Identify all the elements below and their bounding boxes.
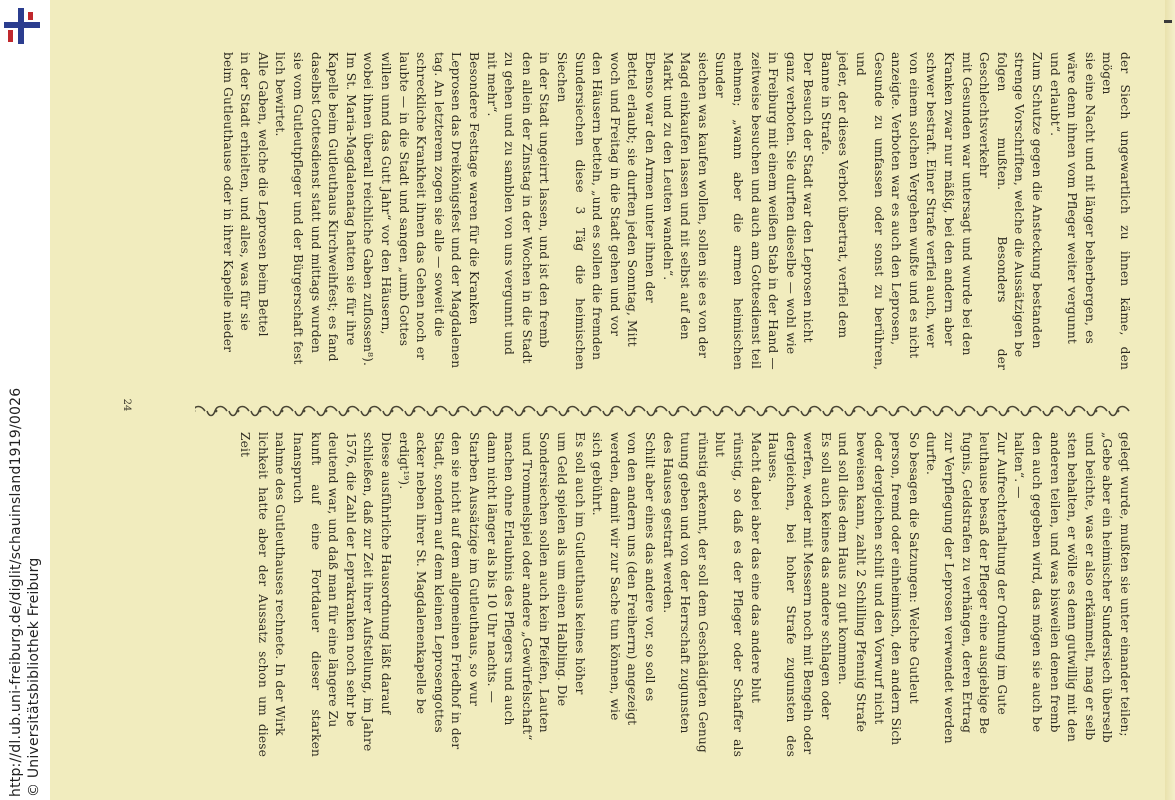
text-line: den allein der Zinstag in der Wochen in die Stadt bbox=[519, 52, 534, 364]
ornament-dot bbox=[787, 410, 790, 413]
text-line: tuung geben und von der Herrschaft zugunsten bbox=[678, 432, 693, 734]
text-line: in der Stadt ungeirrt lassen, und ist den fremb bbox=[537, 52, 552, 348]
text-line: Kapelle beim Gutleuthaus Kirchweihfest; es fand bbox=[326, 52, 341, 362]
text-column-left bbox=[8, 52, 1133, 370]
ornament-dot bbox=[1029, 410, 1032, 413]
ornament-dot bbox=[589, 410, 592, 413]
ornament-dot bbox=[303, 410, 306, 413]
text-line: sie vom Gutleutpfleger und der Bürgerschaft fest bbox=[291, 52, 306, 365]
ornament-dot bbox=[325, 410, 328, 413]
ornament-dot bbox=[677, 410, 680, 413]
text-line: person, fremd oder einheimisch, den andern Sich bbox=[889, 432, 904, 746]
text-line: So besagen die Satzungen: Welche Gutleut bbox=[906, 432, 921, 704]
text-line: 1576, die Zahl der Leprakranken noch sehr be bbox=[343, 432, 358, 727]
text-line: in der Stadt erhielten, und alles, was für sie bbox=[238, 52, 253, 331]
text-line: Der Besuch der Stadt war den Leprosen nicht bbox=[801, 52, 816, 343]
text-line: jeder, der dieses Verbot übertrat, verfiel dem bbox=[836, 52, 851, 339]
text-line: dann nicht länger als bis 10 Uhr nachts. — bbox=[484, 432, 499, 704]
text-line: nahme des Gutleuthauses rechnete. In der Wirk bbox=[273, 432, 288, 736]
text-line: um Geld spielen als um einen Halbling. Die bbox=[555, 432, 569, 707]
text-line: willen unnd das Gutt Jahr“ vor den Häusern, bbox=[379, 52, 394, 335]
text-line: acker neben ihrer St. Magdalenenkapelle be bbox=[414, 432, 429, 715]
text-line: Magd einkaufen lassen und nit selbst auf den bbox=[678, 52, 693, 340]
text-line: mit Gesunden war untersagt und wurde bei den bbox=[959, 52, 974, 356]
ornament-dot bbox=[611, 410, 614, 413]
ornament-dot bbox=[369, 410, 372, 413]
text-line: beim Gutleuthause oder in ihrer Kapelle nieder bbox=[220, 52, 235, 353]
ornament-dot bbox=[721, 410, 724, 413]
text-line: erdigt¹⁹). bbox=[396, 432, 411, 490]
text-line: zur Verpflegung der Leprosen verwendet werden bbox=[942, 432, 957, 744]
text-line: Banne in Strafe. bbox=[818, 52, 833, 155]
text-line: von den andern uns (den Freiherrn) angezeigt bbox=[625, 432, 640, 726]
text-line: und Trommelspiel oder andere „Gewürfelschaft“ bbox=[519, 432, 534, 741]
text-line: lichkeit hatte aber der Aussatz schon um diese Zeit bbox=[238, 432, 270, 757]
text-line: Starben Aussätzige im Gutleuthaus, so wur bbox=[467, 432, 482, 706]
ornament-dot bbox=[347, 410, 350, 413]
text-line: und beichte, was er also erkämmelt, mag er selb bbox=[1082, 432, 1097, 741]
text-line: ganz verboten. Sie durften dieselbe — wohl wie bbox=[783, 52, 798, 355]
text-line: Markt und zu den Leuten wandeln“. bbox=[660, 52, 675, 281]
text-line: Kranken zwar nur mäßig, bei den andern aber bbox=[942, 52, 957, 346]
ornament-dot bbox=[259, 410, 262, 413]
text-line: Stadt, sondern auf dem kleinen Leprosengottes bbox=[431, 432, 446, 733]
ornament-dot bbox=[809, 410, 812, 413]
ornament-dot bbox=[655, 410, 658, 413]
text-line: und erlaubt“. bbox=[1047, 52, 1062, 137]
text-line: dergleichen, bei hoher Strafe zugunsten des Hauses. bbox=[766, 432, 798, 757]
text-line: Schilt aber eines das andere vor, so soll es bbox=[642, 432, 657, 702]
text-line: Sundersiechen diese 3 Täg die heimischen Siechen bbox=[555, 52, 587, 370]
text-line: siechen was kaufen wollen, sollen sie es von der bbox=[695, 52, 710, 359]
text-line: kunft auf eine Fortdauer dieser starken Inanspruch bbox=[291, 432, 323, 757]
ornament-dot bbox=[963, 410, 966, 413]
scanned-page bbox=[50, 0, 1175, 800]
text-line: schließen, daß zur Zeit ihrer Aufstellung, im Jahre bbox=[361, 432, 376, 752]
ornament-dot bbox=[281, 410, 284, 413]
text-line: den sie nicht auf dem allgemeinen Friedhof in der bbox=[449, 432, 464, 750]
ornament-dot bbox=[875, 410, 878, 413]
text-line: sich gebührt. bbox=[590, 432, 605, 516]
text-line: Macht dabei aber das eine das andere blut bbox=[748, 432, 763, 704]
text-line: zu gehen und zu samblen von uns vergunnt und bbox=[502, 52, 517, 356]
ornament-dot bbox=[1095, 410, 1098, 413]
ornament-dot bbox=[1007, 410, 1010, 413]
text-line: und soll dies dem Haus zu gut kommen. bbox=[836, 432, 851, 685]
text-line: deutend war, und daß man für eine längere Zu bbox=[326, 432, 341, 728]
ornament-dot bbox=[435, 410, 438, 413]
ornament-dot bbox=[545, 410, 548, 413]
text-line: gelegt wurde, mußten sie unter einander teilen; bbox=[1118, 432, 1132, 737]
ornament-dot bbox=[919, 410, 922, 413]
text-line: wobei ihnen überall reichliche Gaben zuflossen⁸). bbox=[361, 52, 376, 367]
text-line: folgen mußten. Besonders der Geschlechtsverkehr bbox=[977, 52, 1009, 370]
ornament-dot bbox=[1117, 410, 1120, 413]
text-line: lich bewirtet. bbox=[273, 52, 288, 137]
ornament-dot bbox=[743, 410, 746, 413]
ornament-dot bbox=[941, 410, 944, 413]
text-line: nit mehr“. bbox=[484, 52, 499, 117]
column-divider-ornament bbox=[195, 404, 1135, 418]
ornament-dot bbox=[567, 410, 570, 413]
text-line: von einem solchen Vergehen wußte und es nicht bbox=[906, 52, 921, 359]
copyright-notice: © Universitätsbibliothek Freiburg bbox=[26, 557, 42, 797]
text-line: Sondersiechen sollen auch kein Pfeifen, Lauten bbox=[537, 432, 552, 733]
text-line: Im St. Maria-Magdalenatag hatten sie für ihre bbox=[343, 52, 358, 346]
text-line: des Hauses gestraft werden. bbox=[660, 432, 675, 614]
text-line: fugnis, Geldstrafen zu verhängen, deren Ertrag bbox=[959, 432, 974, 734]
text-line: Zum Schutze gegen die Ansteckung bestanden bbox=[1030, 52, 1045, 349]
text-line: schwer bestraft. Einer Strafe verfiel auch, wer bbox=[924, 52, 939, 348]
page-number: 24 bbox=[121, 398, 132, 412]
ornament-dot bbox=[765, 410, 768, 413]
text-line: der Siech ungewartlich zu ihnen käme, den mögen bbox=[1100, 52, 1132, 370]
text-line: rünstig, so daß es der Pfleger oder Schaffer als blut bbox=[713, 432, 745, 757]
ornament-swirl bbox=[195, 407, 205, 416]
ornament-dot bbox=[633, 410, 636, 413]
text-line: wäre denn ihnen vom Pfleger weiter vergunnt bbox=[1065, 52, 1080, 344]
text-line: anderen teilen, und was bisweilen denen fremb bbox=[1047, 432, 1062, 733]
ornament-dot bbox=[897, 410, 900, 413]
text-line: machen ohne Erlaubnis des Pflegers und auch bbox=[502, 432, 517, 726]
ornament-dot bbox=[831, 410, 834, 413]
text-line: Zur Aufrechterhaltung der Ordnung im Gute bbox=[994, 432, 1009, 715]
text-line: oder dergleichen schilt und den Vorwurf nicht bbox=[871, 432, 886, 725]
text-line: den Häusern betteln, „und es sollen die fremden bbox=[590, 52, 605, 361]
text-line: Alle Gaben, welche die Leprosen beim Bettel bbox=[255, 52, 270, 337]
text-line: sten behalten, er wölle es denn gutwillig mit den bbox=[1065, 432, 1080, 743]
text-line: halten“. — bbox=[1012, 432, 1027, 499]
text-line: den auch gegeben wird, das mögen sie auch be bbox=[1030, 432, 1045, 733]
ornament-dot bbox=[501, 410, 504, 413]
text-line: woch und Freitag in die Stadt gehen und vor bbox=[607, 52, 622, 337]
text-line: Diese ausführliche Hausordnung läßt darauf bbox=[379, 432, 394, 715]
text-line: Besondere Festtage waren für die Kranken bbox=[467, 52, 482, 325]
text-column-right bbox=[8, 432, 1133, 757]
text-line: Gesunde zu umfassen oder sonst zu berühren, und bbox=[854, 52, 886, 370]
library-logo-icon bbox=[2, 6, 42, 46]
text-line: Leprosen das Dreikönigsfest und der Magdalenen bbox=[449, 52, 464, 369]
text-line: schreckliche Krankheit ihnen das Gehen noch er bbox=[414, 52, 429, 361]
text-line: Es soll auch im Gutleuthaus keines höher bbox=[572, 432, 587, 695]
source-url[interactable]: http://dl.ub.uni-freiburg.de/diglit/schauinsland1919/0026 bbox=[8, 387, 24, 797]
text-line: Ebenso war den Armen unter ihnen der bbox=[642, 52, 657, 303]
ornament-dot bbox=[853, 410, 856, 413]
text-line: in Freiburg mit einem weißen Stab in der Hand — bbox=[766, 52, 781, 370]
text-line: rünstig erkennt, der soll dem Geschädigten Genug bbox=[695, 432, 710, 753]
text-line: leuthause besaß der Pfleger eine ausgiebige Be bbox=[977, 432, 992, 734]
text-line: „Gebe aber ein heimischer Sundersiech überselb bbox=[1100, 432, 1115, 743]
ornament-dot bbox=[1051, 410, 1054, 413]
ornament-dot bbox=[523, 410, 526, 413]
text-line: strenge Vorschriften, welche die Aussätzigen be bbox=[1012, 52, 1027, 358]
text-line: werfen, weder mit Messern noch mit Bengeln oder bbox=[801, 432, 816, 755]
text-line: beweisen kann, zahlt 2 Schilling Pfennig Strafe bbox=[854, 432, 869, 733]
text-line: werden, damit wir zur Sache tun können, wie bbox=[607, 432, 622, 721]
ornament-dot bbox=[985, 410, 988, 413]
text-line: laubte — in die Stadt und sangen „umb Gottes bbox=[396, 52, 411, 347]
text-line: Bettel erlaubt; sie durften jeden Sonntag, Mitt bbox=[625, 52, 640, 347]
text-line: durfte. bbox=[924, 432, 939, 476]
ornament-dot bbox=[391, 410, 394, 413]
ornament-dot bbox=[457, 410, 460, 413]
text-line: daselbst Gottesdienst statt und mittags wurden bbox=[308, 52, 323, 354]
text-line: tag. An letzterem zogen sie alle — soweit die bbox=[431, 52, 446, 337]
ornament-dot bbox=[1073, 410, 1076, 413]
rotated-page-content bbox=[50, 0, 1175, 800]
ornament-dot bbox=[413, 410, 416, 413]
ornament-dot bbox=[215, 410, 218, 413]
text-line: zeitweise besuchen und auch am Gottesdienst teil bbox=[748, 52, 763, 370]
text-line: sie eine Nacht und nit länger beherbergen, es bbox=[1082, 52, 1097, 344]
ornament-dot bbox=[479, 410, 482, 413]
ornament-dot bbox=[237, 410, 240, 413]
text-line: Es soll auch keines das andere schlagen oder bbox=[818, 432, 833, 720]
text-line: anzeigte. Verboten war es auch den Leprosen, bbox=[889, 52, 904, 346]
text-line: nehmen; „wann aber die armen heimischen Sunder bbox=[713, 52, 745, 370]
ornament-dot bbox=[699, 410, 702, 413]
